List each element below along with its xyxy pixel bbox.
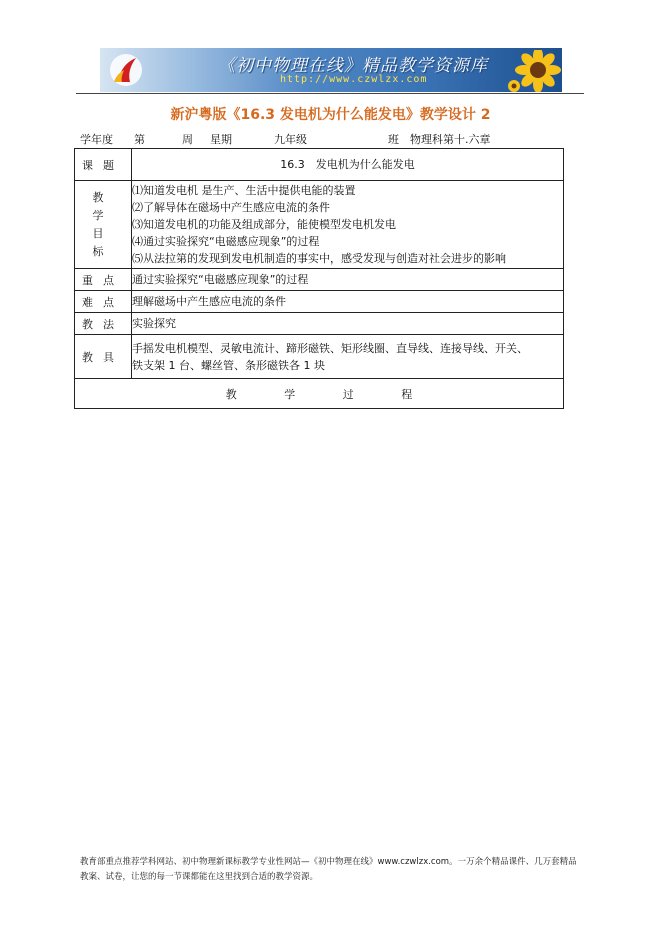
materials-line1: 手摇发电机模型、灵敏电流计、蹄形磁铁、矩形线圈、直导线、连接导线、开关、 xyxy=(132,341,528,355)
table-row xyxy=(75,335,564,379)
process-char: 学 xyxy=(284,387,296,401)
row-label-difficulty: 难点 xyxy=(75,291,132,313)
lesson-table xyxy=(74,148,564,409)
process-char: 过 xyxy=(342,387,354,401)
table-row xyxy=(75,269,564,291)
banner-url[interactable]: http://www.czwlzx.com xyxy=(280,74,428,85)
goals-label-line1: 教 学 xyxy=(92,190,135,222)
table-row xyxy=(75,291,564,313)
week-suffix: 周 xyxy=(182,133,193,146)
row-label-method: 教法 xyxy=(75,313,132,335)
row-label-goals xyxy=(75,181,135,269)
materials-line2: 铁支架 1 台、螺丝管、条形磁铁各 1 块 xyxy=(132,358,325,372)
key-point-value: 通过实验探究“电磁感应现象”的过程 xyxy=(132,269,564,291)
process-char: 程 xyxy=(401,387,413,401)
subject-label: 物理科第十.六章 xyxy=(410,133,491,146)
topic-value: 16.3 发电机为什么能发电 xyxy=(132,149,564,181)
header-banner xyxy=(100,48,562,92)
row-label-topic: 课题 xyxy=(75,149,132,181)
footer-note: 教育部重点推荐学科网站、初中物理新课标教学专业性网站—《初中物理在线》www.czwlzx.com。一万余个精品课件、几万套精品教案、试卷，让您的每一节课都能在这里找到合适的教学资源。 xyxy=(80,857,577,882)
class-label: 班 xyxy=(388,133,399,146)
goals-list xyxy=(132,181,564,269)
table-row xyxy=(75,149,564,181)
goal-item: ⑵了解导体在磁场中产生感应电流的条件 xyxy=(132,201,330,214)
grade-label: 九年级 xyxy=(274,133,307,146)
process-char: 教 xyxy=(225,387,237,401)
goal-item: ⑶知道发电机的功能及组成部分，能使模型发电机发电 xyxy=(132,218,396,231)
table-row xyxy=(75,379,564,409)
goal-item: ⑴知道发电机 是生产、生活中提供电能的装置 xyxy=(132,184,356,197)
sunflower-icon xyxy=(508,50,562,92)
goal-item: ⑸从法拉第的发现到发电机制造的事实中，感受发现与创造对社会进步的影响 xyxy=(132,252,506,265)
row-label-key-point: 重点 xyxy=(75,269,132,291)
header-rule xyxy=(76,93,584,94)
row-label-materials: 教具 xyxy=(75,335,132,379)
goals-label-line2: 目 标 xyxy=(92,226,135,258)
banner-title: 《初中物理在线》精品教学资源库 xyxy=(218,56,488,76)
weekday-label: 星期 xyxy=(210,133,232,146)
week-prefix: 第 xyxy=(134,133,145,146)
goal-item: ⑷通过实验探究“电磁感应现象”的过程 xyxy=(132,235,320,248)
table-row xyxy=(75,181,564,269)
table-row xyxy=(75,313,564,335)
materials-value xyxy=(132,335,564,379)
logo-icon xyxy=(106,52,146,88)
difficulty-value: 理解磁场中产生感应电流的条件 xyxy=(132,291,564,313)
method-value: 实验探究 xyxy=(132,313,564,335)
document-title: 新沪粤版《16.3 发电机为什么能发电》教学设计 2 xyxy=(170,107,491,123)
teaching-process-header xyxy=(75,379,564,409)
school-year-label: 学年度 xyxy=(80,133,113,146)
